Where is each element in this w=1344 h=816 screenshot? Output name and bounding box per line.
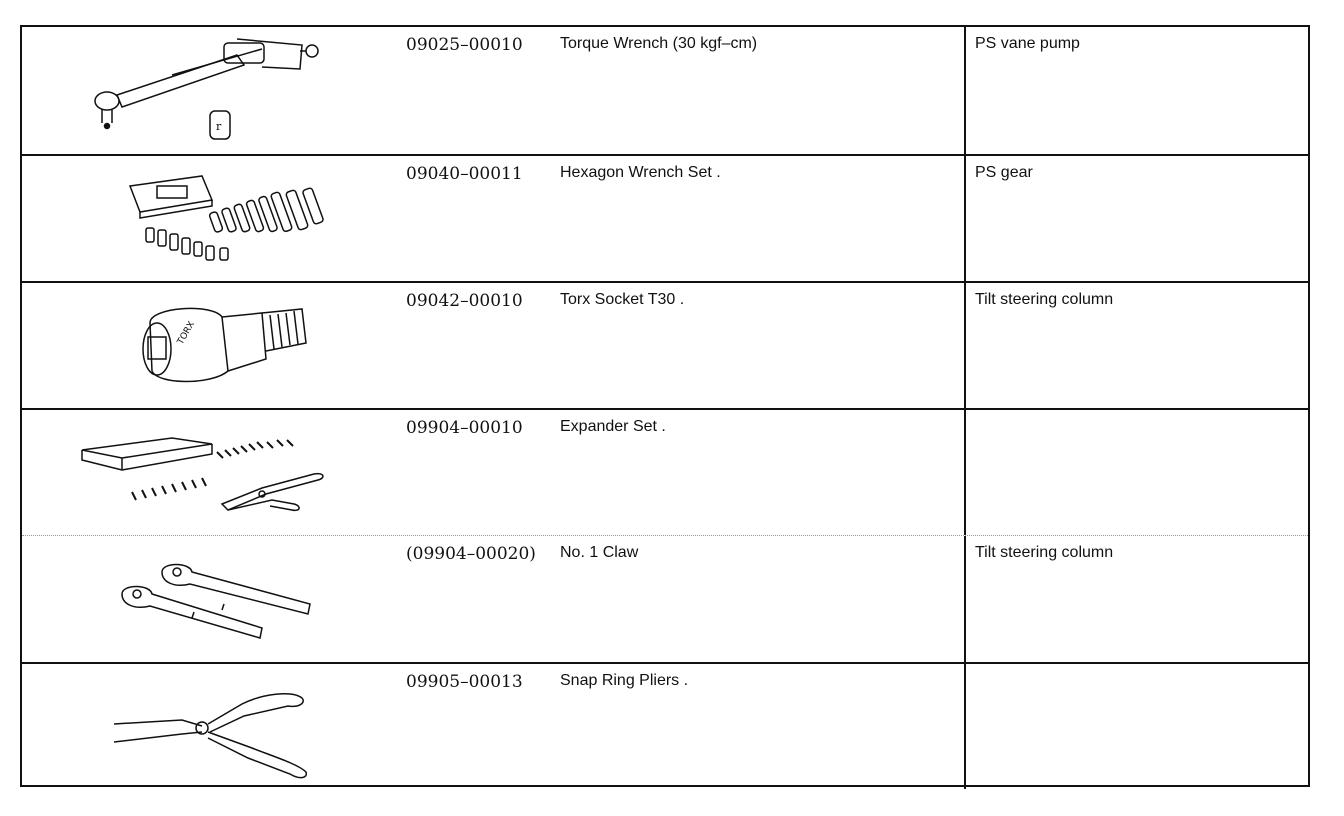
torx-socket-icon [62, 287, 382, 405]
snap-ring-pliers-icon [62, 668, 382, 786]
table-row [22, 535, 1308, 662]
tool-use: PS gear [975, 164, 1033, 181]
column-divider [964, 27, 966, 154]
tool-name: Torque Wrench (30 kgf–cm) [560, 35, 758, 52]
table-row [22, 154, 1308, 281]
hexagon-wrench-set-icon [62, 160, 382, 278]
torque-wrench-icon [62, 31, 382, 149]
tool-name: No. 1 Claw [560, 544, 639, 561]
column-divider [964, 410, 966, 535]
table-row [22, 408, 1308, 535]
column-divider [964, 664, 966, 789]
column-divider [964, 536, 966, 662]
part-number: (09904–00020) [406, 544, 536, 564]
table-row [22, 27, 1308, 154]
expander-set-icon [62, 414, 382, 532]
part-number: 09042–00010 [406, 291, 523, 311]
svg-text:TORX: TORX [175, 319, 198, 347]
tool-name: Hexagon Wrench Set . [560, 164, 721, 181]
column-divider [964, 283, 966, 408]
table-row [22, 662, 1308, 789]
column-divider [964, 156, 966, 281]
part-number: 09905–00013 [406, 672, 523, 692]
tool-name: Torx Socket T30 . [560, 291, 685, 308]
part-number: 09025–00010 [406, 35, 523, 55]
table-row [22, 281, 1308, 408]
tool-name: Expander Set . [560, 418, 666, 435]
tool-name: Snap Ring Pliers . [560, 672, 689, 689]
tool-use: PS vane pump [975, 35, 1080, 52]
part-number: 09040–00011 [406, 164, 523, 184]
claw-icon [62, 540, 382, 658]
part-number: 09904–00010 [406, 418, 523, 438]
tool-use: Tilt steering column [975, 544, 1114, 561]
tool-use: Tilt steering column [975, 291, 1114, 308]
special-service-tools-table [20, 25, 1310, 787]
svg-text:r: r [216, 120, 222, 133]
